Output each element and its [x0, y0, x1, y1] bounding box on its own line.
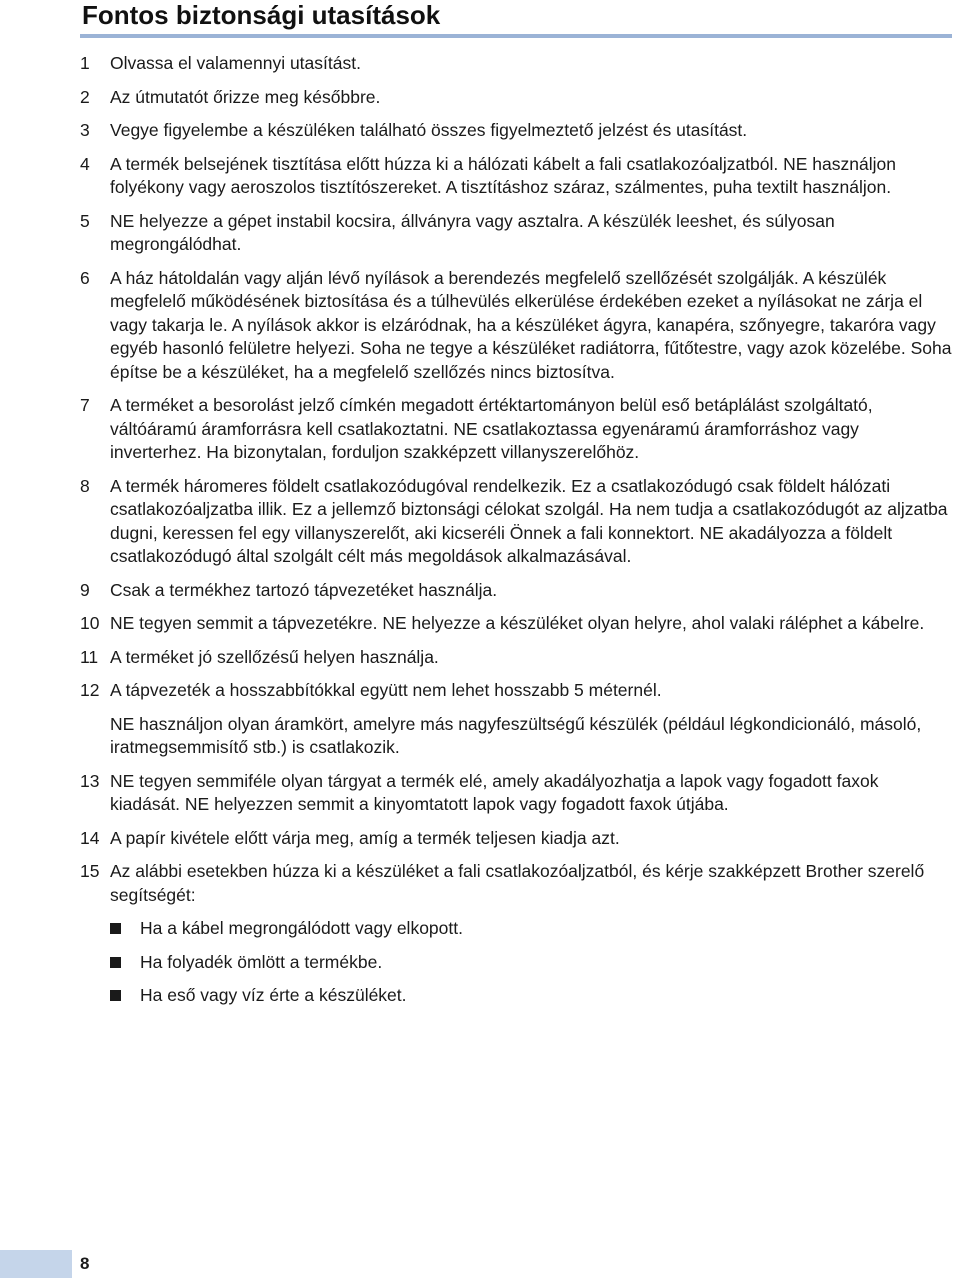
item-text: NE tegyen semmiféle olyan tárgyat a termék elé, amely akadályozhatja a lapok vagy fogadott faxok kiadását. NE helyezzen semmit a kinyomtatott lapok vagy fogadott faxok útjába.: [110, 770, 879, 814]
item-text: A terméket jó szellőzésű helyen használja.: [110, 646, 439, 667]
list-item: [80, 153, 952, 200]
bullet-text: Ha a kábel megrongálódott vagy elkopott.: [140, 918, 463, 938]
bullet-text: Ha folyadék ömlött a termékbe.: [140, 951, 383, 972]
page-number: 8: [80, 1254, 90, 1273]
safety-instructions-list: [80, 52, 952, 1018]
list-item: [80, 210, 952, 257]
page-title: Fontos biztonsági utasítások: [82, 0, 441, 30]
list-item: [80, 52, 952, 76]
list-item: [80, 646, 952, 670]
item-text: A ház hátoldalán vagy alján lévő nyílások a berendezés megfelelő szellőzését szolgálják. A készülék megfelelő működésének biztosítása és a túlhevülés elkerülése érdekében ezeket a nyílásokat ne zárja el vagy takarja le. A nyílások akkor is elzáródnak, ha a készüléket ágyra, kanapéra, szőnyegre, takaróra vagy egyéb hasonló felületre helyezi. Soha ne tegye a készüléket radiátorra, fűtőtestre, vagy azok közelébe. Soha építse be a készüléket, ha a megfelelő szellőzés nincs biztosítva.: [110, 267, 952, 382]
item-text: Csak a termékhez tartozó tápvezetéket használja.: [110, 579, 498, 600]
item-number: 12: [80, 680, 100, 700]
item-number: 10: [80, 613, 100, 633]
square-bullet-icon: [110, 923, 121, 934]
title-rule: [80, 34, 952, 38]
item-number: 15: [80, 861, 100, 881]
item-number: 1: [80, 53, 90, 73]
list-item: [80, 679, 952, 760]
bullet-item: [110, 917, 952, 941]
list-item: [80, 119, 952, 143]
list-item: [80, 394, 952, 465]
item-text-continued: NE használjon olyan áramkört, amelyre más nagyfeszültségű készülék (például légkondicionáló, másoló, iratmegsemmisítő stb.) is csatlakozik.: [110, 713, 922, 757]
item-text: A terméket a besorolást jelző címkén megadott értéktartományon belül eső betáplálást szolgáltató, váltóáramú áramforrásra kell csatlakoztatni. NE csatlakoztassa egyenáramú áramforráshoz vagy inverterhez. Ha bizonytalan, forduljon szakképzett villanyszerelőhöz.: [110, 395, 873, 462]
item-text: A termék belsejének tisztítása előtt húzza ki a hálózati kábelt a fali csatlakozóaljzatból. NE használjon folyékony vagy aeroszolos tisztítószereket. A tisztításhoz száraz, szálmentes, puha textilt használjon.: [110, 153, 896, 197]
item-number: 6: [80, 267, 90, 288]
list-item: [80, 827, 952, 851]
item-number: 4: [80, 153, 90, 174]
list-item: [80, 612, 952, 636]
item-text: Az útmutatót őrizze meg későbbre.: [110, 86, 381, 107]
item-number: 9: [80, 579, 90, 600]
bullet-item: [110, 951, 952, 975]
item-text: NE tegyen semmit a tápvezetékre. NE helyezze a készüléket olyan helyre, ahol valaki ráléphet a kábelre.: [110, 613, 925, 633]
item-number: 7: [80, 395, 90, 415]
bullet-text: Ha eső vagy víz érte a készüléket.: [140, 985, 407, 1005]
item-text: Az alábbi esetekben húzza ki a készüléket a fali csatlakozóaljzatból, és kérje szakképzett Brother szerelő segítségét:: [110, 861, 925, 905]
list-item: [80, 770, 952, 817]
item-text: A tápvezeték a hosszabbítókkal együtt nem lehet hosszabb 5 méternél.: [110, 680, 662, 700]
item-number: 11: [80, 646, 99, 667]
page-tab-marker: [0, 1250, 72, 1278]
item-number: 3: [80, 120, 90, 140]
item-text: A termék háromeres földelt csatlakozódugóval rendelkezik. Ez a csatlakozódugó csak földelt hálózati csatlakozóaljzatba illik. Ez a jellemző biztonsági célokat szolgál. Ha nem tudja a csatlakozódugót az aljzatba dugni, keressen fel egy villanyszerelőt, aki kicseréli Önnek a fali konnektort. NE akadályozza a földelt csatlakozódugó által szolgált célt más megoldások alkalmazásával.: [110, 475, 948, 566]
item-number: 14: [80, 827, 100, 848]
item-text: A papír kivétele előtt várja meg, amíg a termék teljesen kiadja azt.: [110, 827, 620, 848]
list-item: [80, 475, 952, 569]
item-number: 5: [80, 210, 90, 231]
list-item: [80, 860, 952, 1008]
item-text: Olvassa el valamennyi utasítást.: [110, 53, 361, 73]
item-number: 2: [80, 86, 90, 107]
item-number: 8: [80, 475, 90, 496]
square-bullet-icon: [110, 957, 121, 968]
item-number: 13: [80, 770, 100, 791]
list-item: [80, 267, 952, 385]
list-item: [80, 86, 952, 110]
list-item: [80, 579, 952, 603]
item-text: NE helyezze a gépet instabil kocsira, állványra vagy asztalra. A készülék leeshet, és súlyosan megrongálódhat.: [110, 210, 835, 254]
square-bullet-icon: [110, 990, 121, 1001]
item-text: Vegye figyelembe a készüléken található összes figyelmeztető jelzést és utasítást.: [110, 120, 748, 140]
bullet-item: [110, 984, 952, 1008]
bullet-list: [110, 917, 952, 1008]
